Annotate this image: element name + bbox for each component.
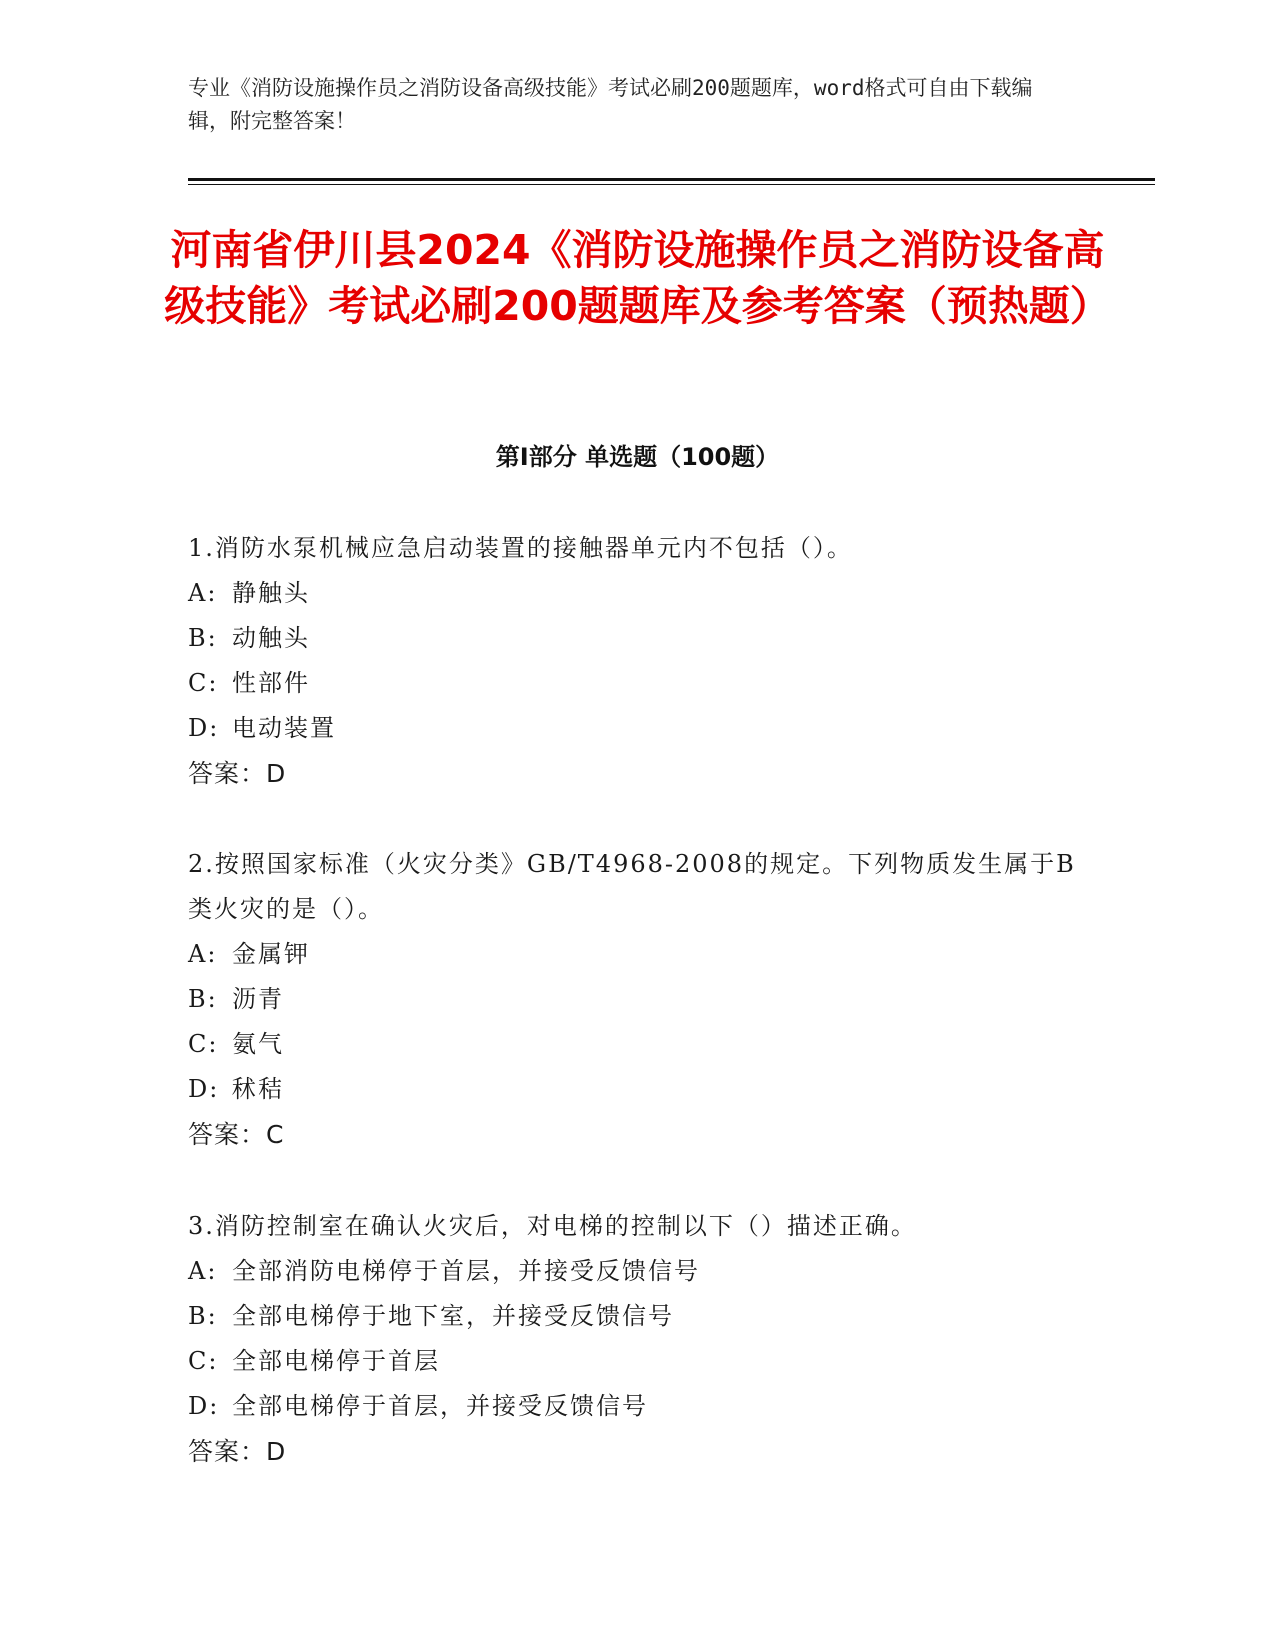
- option-text: 全部电梯停于首层，并接受反馈信号: [232, 1392, 648, 1420]
- option-c: [188, 661, 1088, 706]
- option-key: A:: [188, 579, 218, 607]
- question-stem: 2.按照国家标准（火灾分类》GB/T4968-2008的规定。下列物质发生属于B类火灾的是（）。: [188, 850, 1076, 923]
- answer-line: 答案：D: [188, 759, 287, 788]
- option-key: C:: [188, 669, 219, 697]
- option-c: [188, 1339, 1088, 1384]
- option-text: 氨气: [232, 1030, 284, 1058]
- section-heading: 第I部分 单选题（100题）: [495, 443, 780, 471]
- document-title: 河南省伊川县2024《消防设施操作员之消防设备高级技能》考试必刷200题题库及参考答案（预热题）: [164, 226, 1111, 330]
- option-b: [188, 1294, 1088, 1339]
- question-3: [188, 1204, 1088, 1474]
- option-text: 秫秸: [232, 1075, 284, 1103]
- option-text: 动触头: [232, 624, 310, 652]
- option-key: D:: [188, 714, 220, 742]
- question-stem: 3.消防控制室在确认火灾后，对电梯的控制以下（）描述正确。: [188, 1212, 917, 1240]
- question-2: [188, 842, 1088, 1157]
- option-key: A:: [188, 1257, 218, 1285]
- option-text: 全部电梯停于首层: [232, 1347, 440, 1375]
- header-divider-thick: [188, 178, 1155, 181]
- option-a: [188, 571, 1088, 616]
- option-d: [188, 1067, 1088, 1112]
- option-text: 全部消防电梯停于首层，并接受反馈信号: [232, 1257, 700, 1285]
- answer-line: 答案：D: [188, 1437, 287, 1466]
- option-a: [188, 1249, 1088, 1294]
- option-text: 沥青: [232, 985, 284, 1013]
- option-key: A:: [188, 940, 218, 968]
- option-key: B:: [188, 1302, 218, 1330]
- option-d: [188, 706, 1088, 751]
- header-divider-thin: [188, 184, 1155, 185]
- answer-line: 答案：C: [188, 1120, 285, 1149]
- option-key: B:: [188, 624, 218, 652]
- option-d: [188, 1384, 1088, 1429]
- question-stem: 1.消防水泵机械应急启动装置的接触器单元内不包括（）。: [188, 534, 853, 562]
- option-text: 全部电梯停于地下室，并接受反馈信号: [232, 1302, 674, 1330]
- option-key: B:: [188, 985, 218, 1013]
- option-text: 性部件: [232, 669, 310, 697]
- option-text: 静触头: [232, 579, 310, 607]
- question-1: [188, 526, 1088, 796]
- option-key: C:: [188, 1030, 219, 1058]
- option-a: [188, 932, 1088, 977]
- option-key: D:: [188, 1392, 220, 1420]
- option-key: C:: [188, 1347, 219, 1375]
- option-text: 金属钾: [232, 940, 310, 968]
- option-c: [188, 1022, 1088, 1067]
- option-b: [188, 616, 1088, 661]
- option-text: 电动装置: [232, 714, 336, 742]
- header-note: 专业《消防设施操作员之消防设备高级技能》考试必刷200题题库，word格式可自由下载编辑，附完整答案！: [188, 76, 1033, 133]
- option-key: D:: [188, 1075, 220, 1103]
- option-b: [188, 977, 1088, 1022]
